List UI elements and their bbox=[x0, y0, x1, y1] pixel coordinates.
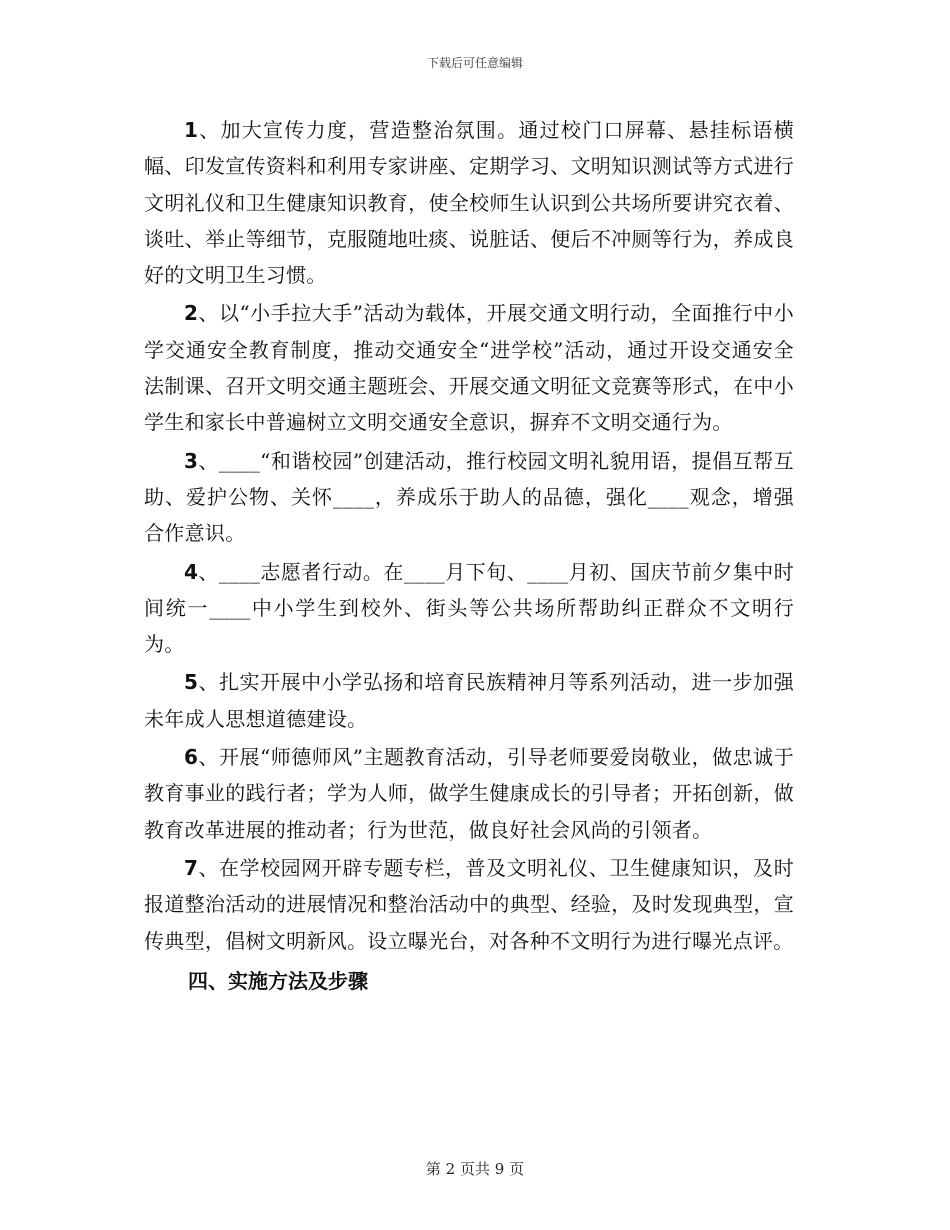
page-header: 下载后可任意编辑 bbox=[426, 56, 523, 70]
section-heading: 四、实施方法及步骤 bbox=[188, 968, 368, 993]
paragraph-text: 、____志愿者行动。在____月下旬、____月初、国庆节前夕集中时间统一____中小学生到校外、街头等公共场所帮助纠正群众不文明行为。 bbox=[144, 559, 794, 657]
paragraph-1 bbox=[144, 112, 794, 293]
paragraph-3 bbox=[144, 443, 794, 552]
paragraph-number: 5 bbox=[184, 670, 199, 695]
paragraph-5 bbox=[144, 664, 794, 737]
paragraph-number: 1 bbox=[184, 118, 199, 142]
paragraph-number: 2 bbox=[184, 301, 199, 326]
paragraph-text: 、以“小手拉大手”活动为载体，开展交通文明行动，全面推行中小学交通安全教育制度，推动交通安全“进学校”活动，通过开设交通安全法制课、召开文明交通主题班会、开展交通文明征文竞赛等形式，在中小学生和家长中普遍树立文明交通安全意识，摒弃不文明交通行为。 bbox=[144, 301, 794, 435]
paragraph-number: 6 bbox=[184, 745, 199, 770]
paragraph-4 bbox=[144, 554, 794, 663]
paragraph-number: 4 bbox=[184, 559, 199, 584]
paragraph-text: 、开展“师德师风”主题教育活动，引导老师要爱岗敬业，做忠诚于教育事业的践行者；学为人师，做学生健康成长的引导者；开拓创新，做教育改革进展的推动者；行为世范，做良好社会风尚的引领者。 bbox=[144, 745, 794, 842]
document-body bbox=[144, 112, 794, 999]
paragraph-2 bbox=[144, 295, 794, 440]
paragraph-6 bbox=[144, 739, 794, 848]
page-footer: 第 2 页共 9 页 bbox=[425, 1160, 525, 1178]
paragraph-number: 3 bbox=[184, 448, 199, 473]
paragraph-text: 、加大宣传力度，营造整治氛围。通过校门口屏幕、悬挂标语横幅、印发宣传资料和利用专家讲座、定期学习、文明知识测试等方式进行文明礼仪和卫生健康知识教育，使全校师生认识到公共场所要讲究衣着、谈吐、举止等细节，克服随地吐痰、说脏话、便后不冲厕等行为，养成良好的文明卫生习惯。 bbox=[144, 118, 794, 288]
paragraph-number: 7 bbox=[184, 855, 199, 880]
paragraph-text: 、扎实开展中小学弘扬和培育民族精神月等系列活动，进一步加强未年成人思想道德建设。 bbox=[144, 670, 794, 731]
paragraph-text: 、在学校园网开辟专题专栏，普及文明礼仪、卫生健康知识，及时报道整治活动的进展情况和整治活动中的典型、经验，及时发现典型，宣传典型，倡树文明新风。设立曝光台，对各种不文明行为进行曝光点评。 bbox=[144, 855, 794, 953]
paragraph-7 bbox=[144, 850, 794, 959]
paragraph-text: 、____“和谐校园”创建活动，推行校园文明礼貌用语，提倡互帮互助、爱护公物、关怀____，养成乐于助人的品德，强化____观念，增强合作意识。 bbox=[144, 448, 794, 546]
